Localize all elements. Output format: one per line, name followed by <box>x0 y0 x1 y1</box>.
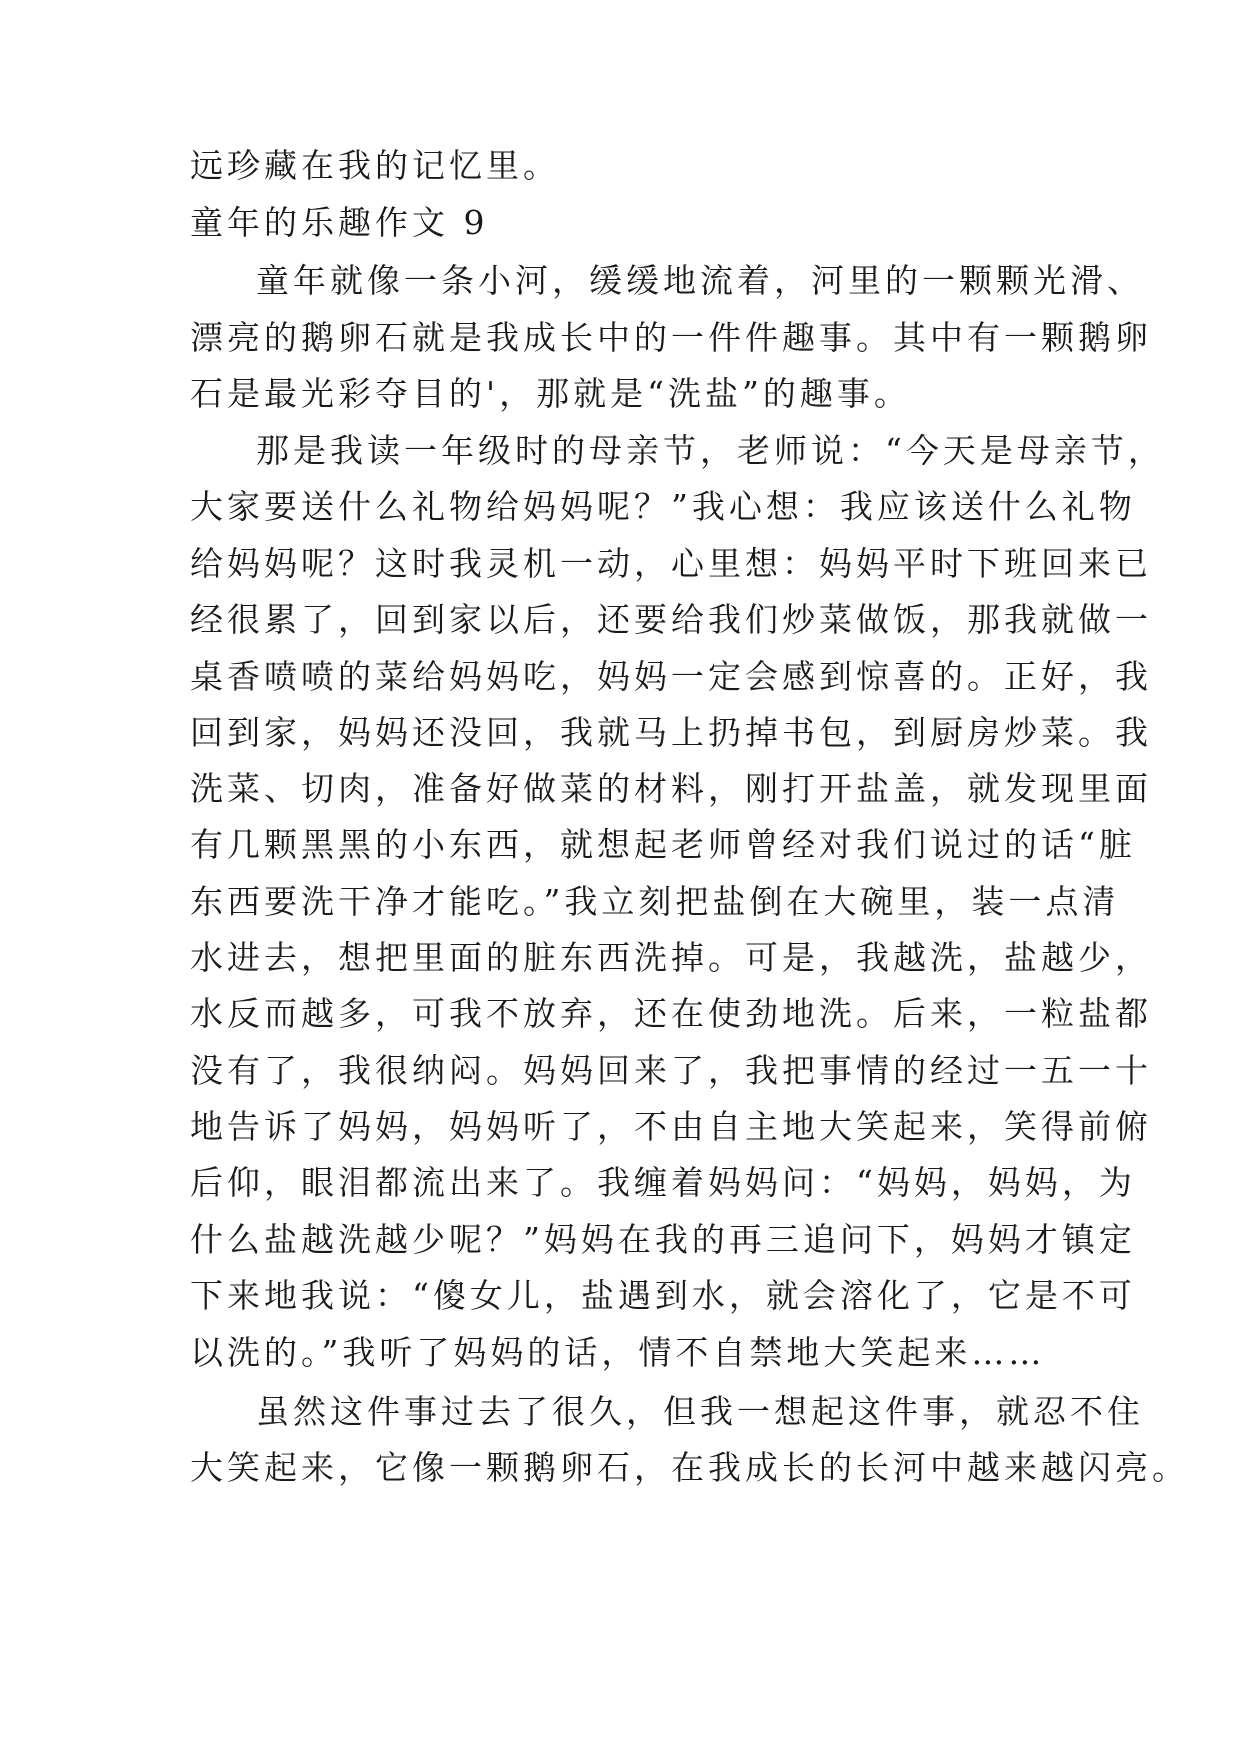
text-line: 经很累了，回到家以后，还要给我们炒菜做饭，那我就做一 <box>190 600 1152 639</box>
text-line: 石是最光彩夺目的'，那就是“洗盐”的趣事。 <box>190 374 911 413</box>
text-line: 什么盐越洗越少呢？”妈妈在我的再三追问下，妈妈才镇定 <box>190 1220 1136 1259</box>
text-line: 后仰，眼泪都流出来了。我缠着妈妈问：“妈妈，妈妈，为 <box>190 1163 1136 1202</box>
text-line: 回到家，妈妈还没回，我就马上扔掉书包，到厨房炒菜。我 <box>190 713 1152 752</box>
text-line: 没有了，我很纳闷。妈妈回来了，我把事情的经过一五一十 <box>190 1051 1152 1090</box>
text-line: 有几颗黑黑的小东西，就想起老师曾经对我们说过的话“脏 <box>190 825 1136 864</box>
text-line: 虽然这件事过去了很久，但我一想起这件事，就忍不住 <box>256 1392 1144 1431</box>
text-line: 给妈妈呢？这时我灵机一动，心里想：妈妈平时下班回来已 <box>190 544 1152 583</box>
text-line: 漂亮的鹅卵石就是我成长中的一件件趣事。其中有一颗鹅卵 <box>190 318 1152 357</box>
text-line: 那是我读一年级时的母亲节，老师说：“今天是母亲节， <box>256 431 1165 470</box>
text-line: 大家要送什么礼物给妈妈呢？”我心想：我应该送什么礼物 <box>190 487 1136 526</box>
text-line: 东西要洗干净才能吃。”我立刻把盐倒在大碗里，装一点清 <box>190 882 1120 921</box>
section-title: 童年的乐趣作文 9 <box>190 203 489 242</box>
text-line: 地告诉了妈妈，妈妈听了，不由自主地大笑起来，笑得前俯 <box>190 1107 1152 1146</box>
text-line: 洗菜、切肉，准备好做菜的材料，刚打开盐盖，就发现里面 <box>190 769 1152 808</box>
text-line: 水反而越多，可我不放弃，还在使劲地洗。后来，一粒盐都 <box>190 994 1152 1033</box>
text-line: 童年就像一条小河，缓缓地流着，河里的一颗颗光滑、 <box>256 261 1144 300</box>
text-line: 远珍藏在我的记忆里。 <box>190 146 560 185</box>
text-line: 桌香喷喷的菜给妈妈吃，妈妈一定会感到惊喜的。正好，我 <box>190 657 1152 696</box>
text-line: 以洗的。”我听了妈妈的话，情不自禁地大笑起来…… <box>190 1333 1046 1372</box>
text-line: 水进去，想把里面的脏东西洗掉。可是，我越洗，盐越少， <box>190 938 1152 977</box>
text-line: 大笑起来，它像一颗鹅卵石，在我成长的长河中越来越闪亮。 <box>190 1448 1189 1487</box>
text-line: 下来地我说：“傻女儿，盐遇到水，就会溶化了，它是不可 <box>190 1276 1136 1315</box>
